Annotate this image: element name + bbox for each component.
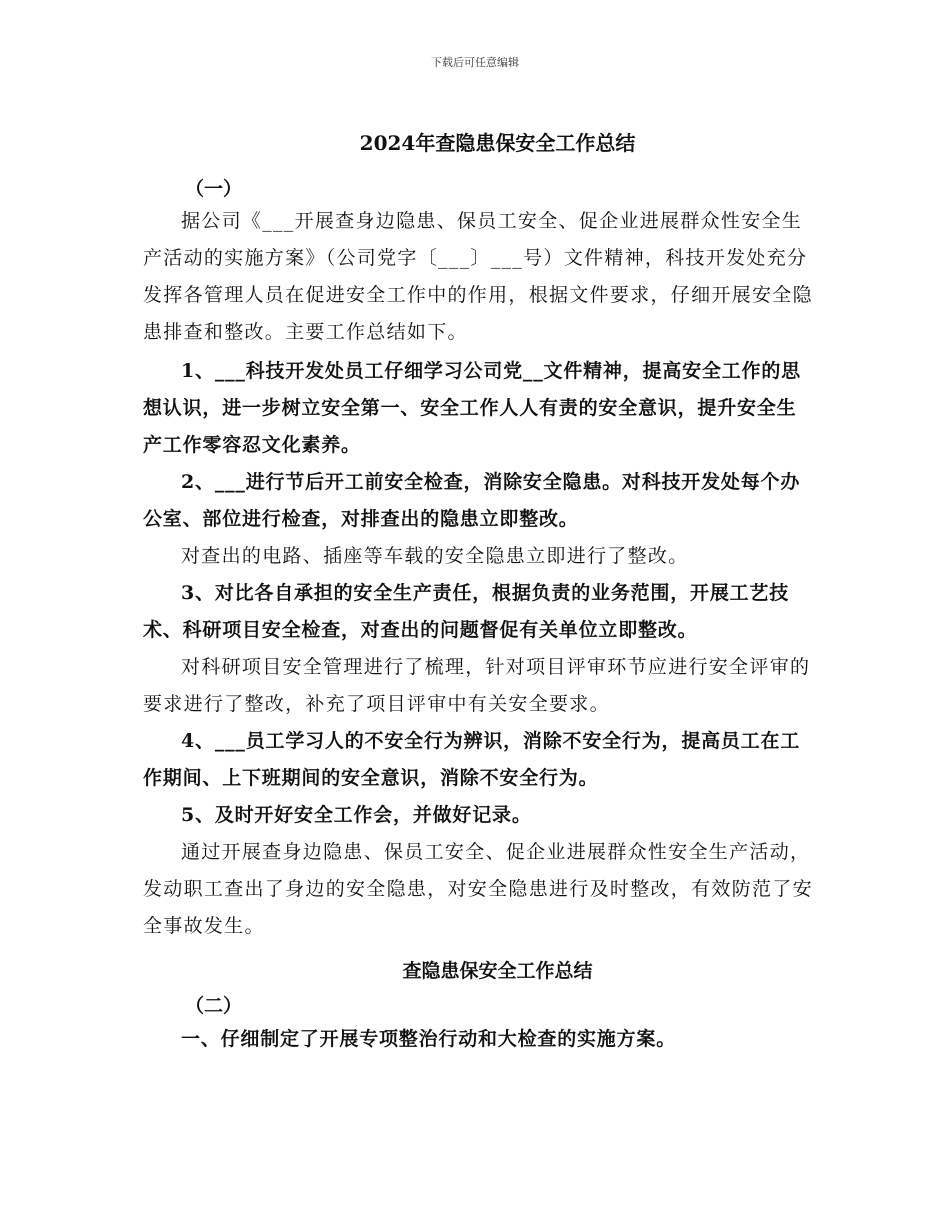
paragraph-item3-detail: 对科研项目安全管理进行了梳理，针对项目评审环节应进行安全评审的要求进行了整改，补充了项目评审中有关安全要求。 [143,656,811,715]
header-note: 下载后可任意编辑 [431,56,519,69]
section-marker-part2: （二） [185,995,243,1017]
sub-title: 查隐患保安全工作总结 [402,960,593,982]
paragraph-item4: 4、___员工学习人的不安全行为辨识，消除不安全行为，提高员工在工作期间、上下班期间的安全意识，消除不安全行为。 [143,730,801,789]
paragraph-conclusion: 通过开展查身边隐患、保员工安全、促企业进展群众性安全生产活动，发动职工查出了身边的安全隐患，对安全隐患进行及时整改，有效防范了安全事故发生。 [143,841,813,937]
paragraph-item2-detail: 对查出的电路、插座等车载的安全隐患立即进行了整改。 [181,545,689,567]
paragraph-item2: 2、___进行节后开工前安全检查，消除安全隐患。对科技开发处每个办公室、部位进行检查，对排查出的隐患立即整改。 [143,471,801,530]
paragraph-item1: 1、___科技开发处员工仔细学习公司党__文件精神，提高安全工作的思想认识，进一步树立安全第一、安全工作人人有责的安全意识，提升安全生产工作零容忍文化素养。 [143,360,801,456]
page-title: 2024年查隐患保安全工作总结 [359,131,636,155]
paragraph-item5: 5、及时开好安全工作会，并做好记录。 [181,804,532,826]
paragraph-item3: 3、对比各自承担的安全生产责任，根据负责的业务范围，开展工艺技术、科研项目安全检查，对查出的问题督促有关单位立即整改。 [143,582,790,641]
paragraph-part2-item1: 一、仔细制定了开展专项整治行动和大检查的实施方案。 [181,1028,677,1050]
paragraph-intro: 据公司《___开展查身边隐患、保员工安全、促企业进展群众性安全生产活动的实施方案》（公司党字〔___〕___号）文件精神，科技开发处充分发挥各管理人员在促进安全工作中的作用，根据文件要求，仔细开展安全隐患排查和整改。主要工作总结如下。 [143,210,813,343]
section-marker-part1: （一） [185,178,243,200]
